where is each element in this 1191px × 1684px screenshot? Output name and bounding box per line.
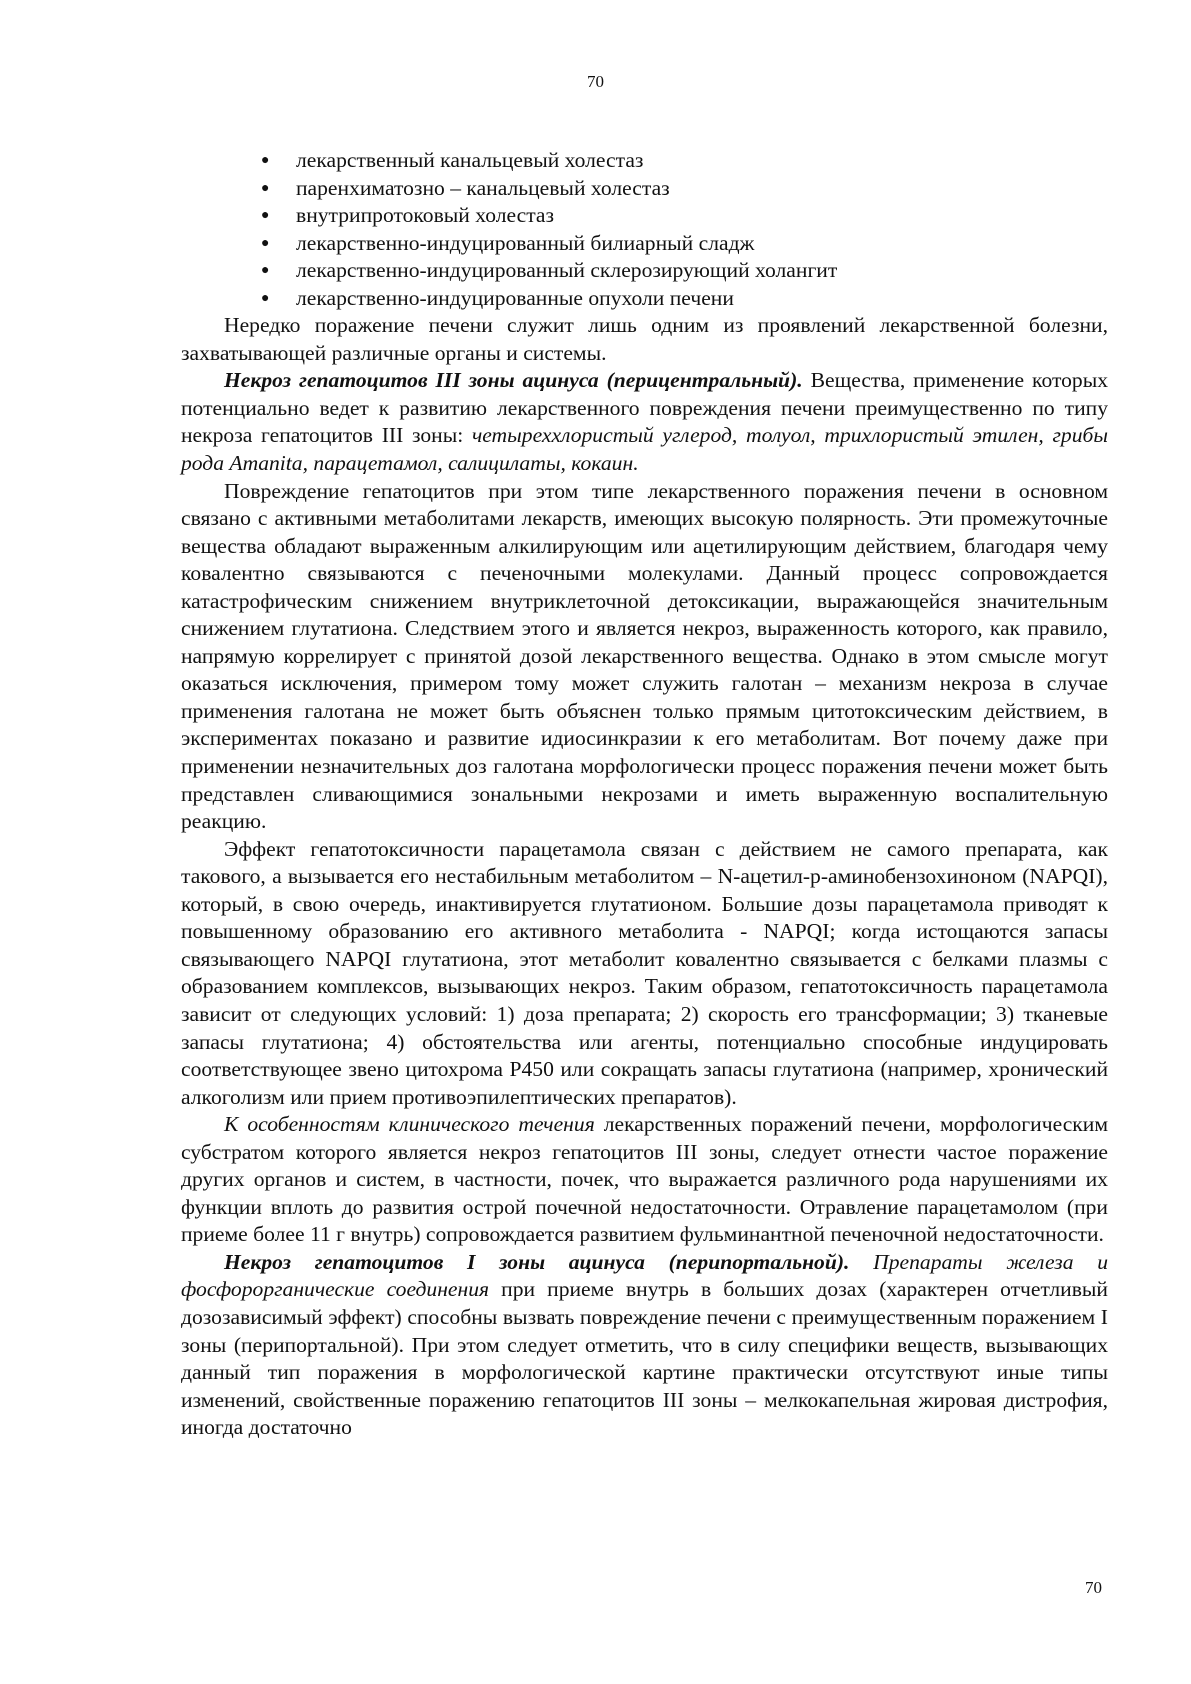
list-item: ● паренхиматозно – канальцевый холестаз (181, 175, 1108, 203)
page-number-top: 70 (587, 72, 604, 91)
paragraph-5 (181, 1111, 1108, 1249)
paragraph-6-italic: Препараты железа и фосфорорганические соединения (181, 1249, 1108, 1302)
page-content (181, 147, 1108, 1442)
paragraph-2-italic: четыреххлористый углерод, толуол, трихлористый этилен, грибы рода Amanita, парацетамол, салицилаты, кокаин. (181, 423, 1108, 476)
bullet-icon: ● (261, 180, 270, 196)
page-number-bottom: 70 (1085, 1578, 1102, 1597)
paragraph-2-text: Вещества, применение которых потенциально ведет к развитию лекарственного повреждения печени преимущественно по типу некроза гепатоцитов III зоны: (181, 368, 1109, 448)
section-heading-zone-1-necrosis: Некроз гепатоцитов I зоны ацинуса (перипортальной). (224, 1249, 850, 1274)
paragraph-5-text: лекарственных поражений печени, морфологическим субстратом которого является некроз гепатоцитов III зоны, следует отнести частое поражение других органов и систем, в частности, почек, что выражается различного рода нарушениями их функции вплоть до развития острой почечной недостаточности. Отравление парацетамолом (при приеме более 11 г внутрь) сопровождается развитием фульминантной печеночной недостаточности. (181, 1112, 1108, 1247)
bullet-icon: ● (261, 208, 270, 224)
list-item: ● лекарственно-индуцированный склерозирующий холангит (181, 257, 1108, 285)
list-item: ● внутрипротоковый холестаз (181, 202, 1108, 230)
paragraph-6 (181, 1249, 1108, 1442)
paragraph-4: Эффект гепатотоксичности парацетамола связан с действием не самого препарата, как такового, а вызывается его нестабильным метаболитом – N-ацетил-p-аминобензохиноном (NAPQI), который, в свою очередь, инактивируется глутатионом. Большие дозы парацетамола приводят к повышенному образованию его активного метаболита - NAPQI; когда истощаются запасы связывающего NAPQI глутатиона, этот метаболит ковалентно связывается с белками плазмы с образованием комплексов, вызывающих некроз. Таким образом, гепатотоксичность парацетамола зависит от следующих условий: 1) доза препарата; 2) скорость его трансформации; 3) тканевые запасы глутатиона; 4) обстоятельства или агенты, потенциально способные индуцировать соответствующее звено цитохрома P450 или сокращать запасы глутатиона (например, хронический алкоголизм или прием противоэпилептических препаратов). (181, 836, 1108, 1109)
list-item: ● лекарственно-индуцированные опухоли печени (181, 285, 1108, 313)
paragraph-6-text: при приеме внутрь в больших дозах (характерен отчетливый дозозависимый эффект) способны вызвать повреждение печени с преимущественным поражением I зоны (перипортальной). При этом следует отметить, что в силу специфики веществ, вызывающих данный тип поражения в морфологической картине практически отсутствуют иные типы изменений, свойственные поражению гепатоцитов III зоны – мелкокапельная жировая дистрофия, иногда достаточно (181, 1277, 1108, 1440)
bullet-icon: ● (261, 235, 270, 251)
list-item: ● лекарственный канальцевый холестаз (181, 147, 1108, 175)
paragraph-1: Нередко поражение печени служит лишь одним из проявлений лекарственной болезни, захватывающей различные органы и системы. (181, 313, 1108, 365)
bullet-icon: ● (261, 290, 270, 306)
paragraph-5-italic: К особенностям клинического течения (224, 1112, 595, 1137)
list-item: ● лекарственно-индуцированный билиарный сладж (181, 230, 1108, 258)
bullet-icon: ● (261, 153, 270, 168)
bullet-icon: ● (261, 263, 270, 279)
paragraph-2 (181, 367, 1108, 477)
paragraph-3: Повреждение гепатоцитов при этом типе лекарственного поражения печени в основном связано с активными метаболитами лекарств, имеющих высокую полярность. Эти промежуточные вещества обладают выраженным алкилирующим или ацетилирующим действием, благодаря чему ковалентно связываются с печеночными молекулами. Данный процесс сопровождается катастрофическим снижением внутриклеточной детоксикации, выражающейся значительным снижением глутатиона. Следствием этого и является некроз, выраженность которого, как правило, напрямую коррелирует с принятой дозой лекарственного вещества. Однако в этом смысле могут оказаться исключения, примером тому может служить галотан – механизм некроза в случае применения галотана не может быть объяснен только прямым цитотоксическим действием, в экспериментах показано и развитие идиосинкразии к его метаболитам. Вот почему даже при применении незначительных доз галотана морфологически процесс поражения печени может быть представлен сливающимися зональными некрозами и иметь выраженную воспалительную реакцию. (181, 478, 1108, 834)
bullet-list (181, 147, 1108, 312)
section-heading-zone-3-necrosis: Некроз гепатоцитов III зоны ацинуса (перицентральный). (224, 368, 803, 393)
